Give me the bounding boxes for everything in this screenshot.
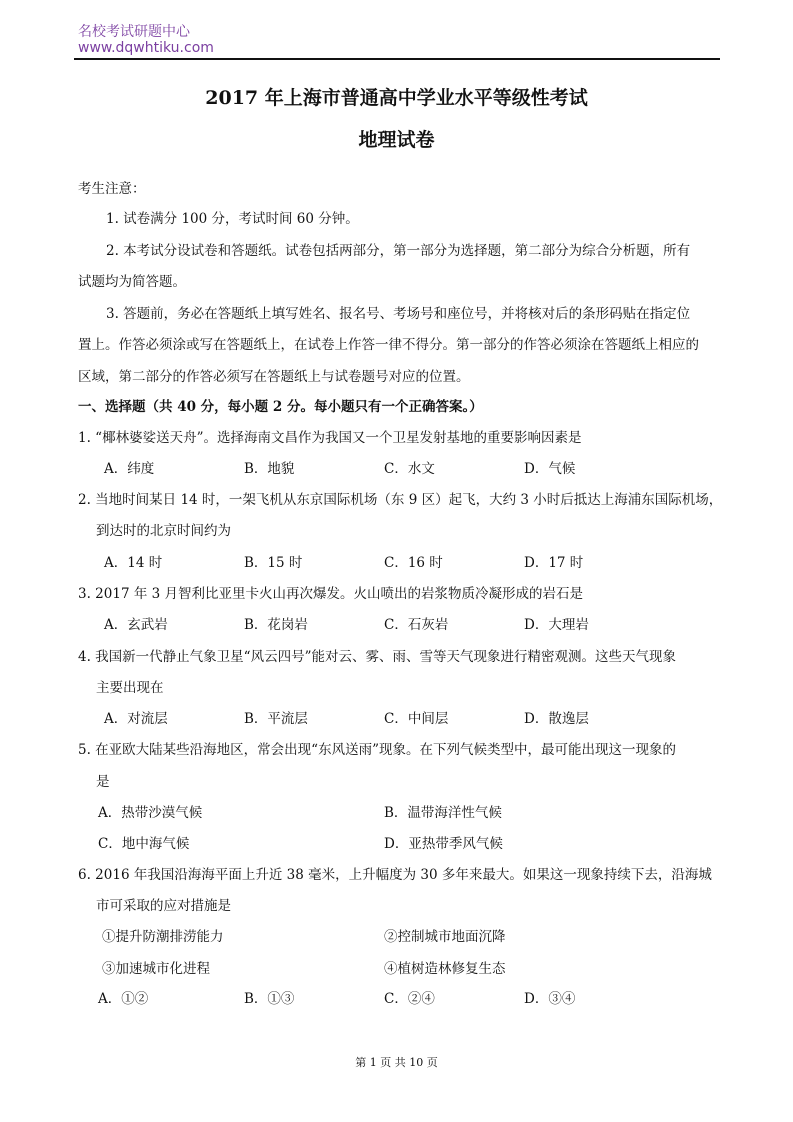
- question-2-stem-line-1: 2. 当地时间某日 14 时，一架飞机从东京国际机场（东 9 区）起飞，大约 3 小时后抵达上海浦东国际机场，: [78, 492, 723, 508]
- header-divider: [74, 58, 720, 60]
- question-6-stem-line-1: 6. 2016 年我国沿海海平面上升近 38 毫米，上升幅度为 30 多年来最大。如果这一现象持续下去，沿海城: [78, 867, 712, 883]
- question-4-option-a: A．对流层: [104, 711, 168, 727]
- question-6-option-b: B．①③: [244, 991, 295, 1007]
- notes-heading: 考生注意：: [78, 181, 146, 197]
- question-2-option-d: D．17 时: [524, 555, 584, 571]
- exam-title: 2017 年上海市普通高中学业水平等级性考试: [205, 87, 588, 109]
- question-6-stem-line-2: 市可采取的应对措施是: [96, 898, 231, 914]
- question-1-option-a: A．纬度: [104, 461, 155, 477]
- header-brand: 名校考试研题中心: [78, 24, 190, 40]
- question-1-stem: 1. “椰林婆娑送天舟”。选择海南文昌作为我国又一个卫星发射基地的重要影响因素是: [78, 430, 582, 446]
- question-6-item-2: ②控制城市地面沉降: [384, 929, 506, 945]
- question-6-item-4: ④植树造林修复生态: [384, 961, 506, 977]
- question-2-stem-line-2: 到达时的北京时间约为: [96, 523, 231, 539]
- question-2-option-c: C．16 时: [384, 555, 443, 571]
- note-3-line-1: 3. 答题前，务必在答题纸上填写姓名、报名号、考场号和座位号，并将核对后的条形码贴在指定位: [106, 306, 691, 322]
- question-5-option-a: A．热带沙漠气候: [98, 805, 203, 821]
- question-1-option-c: C．水文: [384, 461, 435, 477]
- exam-subtitle: 地理试卷: [358, 129, 435, 151]
- question-3-option-b: B．花岗岩: [244, 617, 308, 633]
- question-6-option-d: D．③④: [524, 991, 576, 1007]
- question-6-option-c: C．②④: [384, 991, 435, 1007]
- note-2-line-1: 2. 本考试分设试卷和答题纸。试卷包括两部分，第一部分为选择题，第二部分为综合分析题，所有: [106, 243, 691, 259]
- question-5-stem-line-1: 5. 在亚欧大陆某些沿海地区，常会出现“东风送雨”现象。在下列气候类型中，最可能出现这一现象的: [78, 742, 676, 758]
- question-3-option-a: A．玄武岩: [104, 617, 168, 633]
- question-4-option-c: C．中间层: [384, 711, 449, 727]
- question-1-option-b: B．地貌: [244, 461, 295, 477]
- question-6-item-3: ③加速城市化进程: [102, 961, 210, 977]
- question-4-option-b: B．平流层: [244, 711, 308, 727]
- question-5-option-c: C．地中海气候: [98, 836, 190, 852]
- question-5-option-b: B．温带海洋性气候: [384, 805, 502, 821]
- section-heading: 一、选择题（共 40 分，每小题 2 分。每小题只有一个正确答案。）: [78, 399, 483, 415]
- question-2-option-a: A．14 时: [104, 555, 163, 571]
- note-3-line-3: 区域，第二部分的作答必须写在答题纸上与试卷题号对应的位置。: [78, 369, 470, 385]
- question-4-option-d: D．散逸层: [524, 711, 589, 727]
- note-2-line-2: 试题均为简答题。: [78, 274, 186, 290]
- question-4-stem-line-2: 主要出现在: [96, 680, 164, 696]
- question-2-option-b: B．15 时: [244, 555, 303, 571]
- question-6-option-a: A．①②: [98, 991, 149, 1007]
- question-4-stem-line-1: 4. 我国新一代静止气象卫星“风云四号”能对云、雾、雨、雪等天气现象进行精密观测。这些天气现象: [78, 649, 676, 665]
- header-url[interactable]: www.dqwhtiku.com: [78, 40, 214, 56]
- question-5-option-d: D．亚热带季风气候: [384, 836, 503, 852]
- note-3-line-2: 置上。作答必须涂或写在答题纸上，在试卷上作答一律不得分。第一部分的作答必须涂在答题纸上相应的: [78, 337, 699, 353]
- question-1-option-d: D．气候: [524, 461, 576, 477]
- question-3-stem: 3. 2017 年 3 月智利比亚里卡火山再次爆发。火山喷出的岩浆物质冷凝形成的岩石是: [78, 586, 583, 602]
- note-1: 1. 试卷满分 100 分，考试时间 60 分钟。: [106, 211, 359, 227]
- question-6-item-1: ①提升防潮排涝能力: [102, 929, 224, 945]
- page-number: 第 1 页 共 10 页: [355, 1056, 438, 1069]
- question-3-option-d: D．大理岩: [524, 617, 589, 633]
- question-3-option-c: C．石灰岩: [384, 617, 449, 633]
- question-5-stem-line-2: 是: [96, 774, 110, 790]
